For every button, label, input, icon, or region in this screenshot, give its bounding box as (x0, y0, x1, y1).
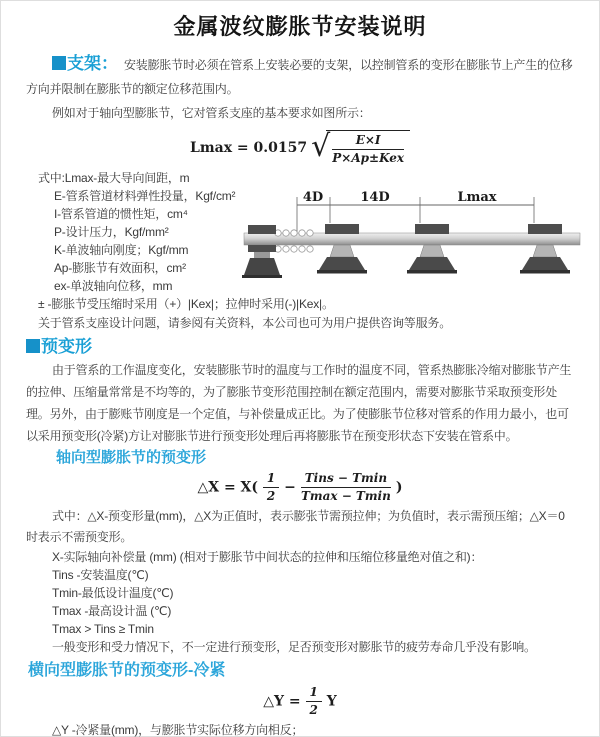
definition-line: E-管系管道材料弹性投量，Kgf/cm² (54, 189, 236, 203)
lmax-formula-denominator: P×Ap±Kex (332, 151, 405, 165)
dim-label-lmax: Lmax (457, 190, 497, 205)
dy-formula-post: Y (326, 693, 337, 710)
page-title: 金属波纹膨胀节安装说明 (173, 14, 427, 39)
sign-note: ± -膨胀节受压缩时采用（+）|Kex|；拉伸时采用(-)|Kex|。 (38, 297, 334, 311)
support-example-line: 例如对于轴向型膨胀节，它对管系支座的基本要求如图所示： (52, 106, 371, 120)
dx-formula-half: $\frac{1}{2}$ (263, 471, 279, 504)
definition-line: 式中:Lmax-最大导向间距，m (38, 171, 190, 185)
definition-line: P-设计压力，Kgf/mm² (54, 225, 169, 239)
lmax-formula (26, 130, 574, 166)
guide-support (520, 224, 570, 274)
dx-formula-temp-ratio: $\frac{\text{Tins − Tmin}}{Tmax - Tmin}$ (300, 471, 391, 503)
lmax-formula-numerator: E×I (332, 133, 404, 150)
axial-item: Tins -安装温度(℃) (52, 568, 149, 582)
axial-formula-explain: 式中：△X-预变形量(mm)，△X为正值时，表示膨张节需预拉伸；为负值时，表示需预压缩；△X＝0时表示不需预变形。 (26, 509, 565, 544)
axial-item: Tmin-最低设计温度(℃) (52, 586, 174, 600)
axial-predeform-heading: 轴向型膨胀节的预变形 (56, 449, 207, 466)
support-intro-paragraph (26, 52, 574, 101)
definition-line: Ap-膨胀节有效面积，cm² (54, 261, 186, 275)
guide-support (407, 224, 457, 274)
consult-note: 关于管系支座设计问题，请参阅有关资料，本公司也可为用户提供咨询等服务。 (38, 316, 452, 330)
blue-square-icon (26, 339, 40, 353)
dy-formula-half: $\frac{1}{2}$ (306, 685, 322, 718)
lateral-formula-explain: △Y -冷紧量(mm)，与膨胀节实际位移方向相反； (52, 723, 304, 737)
lateral-predeform-formula (26, 685, 574, 718)
definition-line: K-单波轴向刚度；Kgf/mm (54, 243, 189, 257)
support-intro-text: 安装膨胀节时必须在管系上安装必要的支架，以控制管系的变形在膨胀节上产生的位移方向并限制在膨胀节的额定位移范围内。 (26, 58, 573, 96)
axial-predeform-formula (26, 471, 574, 504)
radical-expression (311, 130, 410, 166)
axial-item: Tmax -最高设计温 (℃) (52, 604, 172, 618)
predeform-section-heading (26, 335, 574, 359)
axial-item: Tmax > Tins ≥ Tmin (52, 622, 154, 636)
lateral-predeform-heading: 横向型膨胀节的预变形-冷紧 (28, 662, 226, 679)
dim-label-4d: 4D (302, 190, 324, 205)
radical-sign-icon: √ (311, 129, 331, 164)
support-heading-label: 支架： (67, 54, 118, 73)
predeform-heading-label: 预变形 (41, 337, 92, 356)
axial-items (26, 548, 574, 638)
anchor-support (242, 225, 282, 278)
blue-square-icon (52, 56, 66, 70)
definition-line: ex-单波轴向位移，mm (54, 279, 173, 293)
axial-note: 一般变形和受力情况下，不一定进行预变形，足否预变形对膨胀节的疲劳寿命几乎没有影响。 (52, 640, 536, 654)
guide-support (317, 224, 367, 274)
dx-formula-pre: △X = X( (197, 479, 259, 496)
pipe-support-diagram (242, 189, 592, 287)
axial-item: X-实际轴向补偿量 (mm) (相对于膨胀节中间状态的拉伸和压缩位移量绝对值之和)： (52, 550, 483, 564)
dx-formula-operator: − (284, 479, 296, 496)
definitions-and-diagram (26, 169, 574, 295)
dy-formula-pre: △Y = (263, 693, 301, 710)
dx-formula-post: ) (395, 479, 403, 496)
predeform-paragraph: 由于管系的工作温度变化，安装膨胀节时的温度与工作时的温度不同，管系热膨胀冷缩对膨胀节产生的拉伸、压缩量常常是不均等的，为了膨胀节变形范围控制在额定范围内，需要对膨胀节采取预变形处理。另外，由于膨账节刚度是一个定值，与补偿量成正比。为了使膨胀节位移对管系的作用力最小，也可以采用预变形(冷紧)方让对膨胀节进行预变形处理后再将膨胀节在预变形状态下安装在管系中。 (26, 363, 572, 443)
lmax-formula-lhs: Lmax = 0.0157 (189, 140, 308, 156)
support-section-heading (52, 54, 118, 73)
definition-line: I-管系管道的惯性矩，cm⁴ (54, 207, 188, 221)
dim-label-14d: 14D (360, 190, 390, 205)
